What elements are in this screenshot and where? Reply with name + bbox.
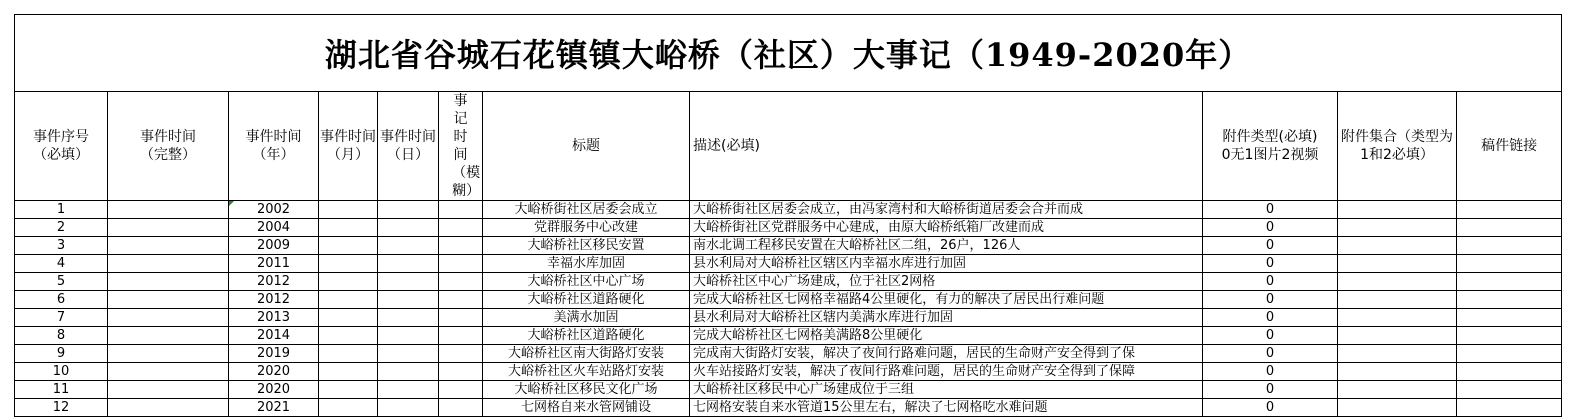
cell-desc[interactable]: 大峪桥街社区党群服务中心建成，由原大峪桥纸箱厂改建而成 [690, 219, 1203, 237]
events-table [14, 14, 1562, 417]
cell-seq[interactable]: 6 [15, 291, 108, 309]
cell-time-full[interactable] [108, 201, 229, 219]
cell-seq[interactable]: 2 [15, 219, 108, 237]
cell-seq[interactable]: 9 [15, 345, 108, 363]
table-row [15, 399, 1562, 417]
cell-desc[interactable]: 完成大峪桥社区七网格幸福路4公里硬化，有力的解决了居民出行难问题 [690, 291, 1203, 309]
cell-attach-type[interactable]: 0 [1203, 291, 1338, 309]
cell-desc[interactable]: 完成南大街路灯安装，解决了夜间行路难问题，居民的生命财产安全得到了保 [690, 345, 1203, 363]
table-row [15, 291, 1562, 309]
cell-attach-type[interactable]: 0 [1203, 309, 1338, 327]
table-row [15, 363, 1562, 381]
header-row [15, 92, 1562, 201]
cell-attach-set[interactable] [1338, 273, 1457, 291]
cell-attach-type[interactable]: 0 [1203, 381, 1338, 399]
table-row [15, 273, 1562, 291]
spreadsheet [14, 14, 1561, 417]
cell-link[interactable] [1457, 201, 1562, 219]
cell-seq[interactable]: 5 [15, 273, 108, 291]
cell-day[interactable] [378, 273, 439, 291]
sheet-title[interactable]: 湖北省谷城石花镇镇大峪桥（社区）大事记（1949-2020年） [15, 15, 1562, 92]
cell-fuzzy[interactable] [439, 201, 483, 219]
cell-fuzzy[interactable] [439, 327, 483, 345]
cell-year[interactable]: 2009 [229, 237, 319, 255]
cell-attach-type[interactable]: 0 [1203, 399, 1338, 417]
cell-time-full[interactable] [108, 237, 229, 255]
cell-year[interactable]: 2020 [229, 381, 319, 399]
cell-month[interactable] [319, 291, 378, 309]
cell-year[interactable]: 2012 [229, 273, 319, 291]
cell-year[interactable]: 2014 [229, 327, 319, 345]
table-body [15, 201, 1562, 417]
cell-month[interactable] [319, 381, 378, 399]
cell-link[interactable] [1457, 345, 1562, 363]
header-title[interactable]: 标题 [483, 92, 690, 201]
cell-attach-type[interactable]: 0 [1203, 201, 1338, 219]
cell-attach-set[interactable] [1338, 345, 1457, 363]
table-row [15, 309, 1562, 327]
cell-seq[interactable]: 4 [15, 255, 108, 273]
header-month[interactable]: 事件时间 （月） [319, 92, 378, 201]
header-attach-set[interactable]: 附件集合（类型为1和2必填） [1338, 92, 1457, 201]
cell-link[interactable] [1457, 363, 1562, 381]
cell-day[interactable] [378, 345, 439, 363]
cell-attach-type[interactable]: 0 [1203, 273, 1338, 291]
cell-title[interactable]: 党群服务中心改建 [483, 219, 690, 237]
cell-attach-set[interactable] [1338, 381, 1457, 399]
cell-fuzzy[interactable] [439, 345, 483, 363]
table-row [15, 201, 1562, 219]
cell-attach-set[interactable] [1338, 201, 1457, 219]
cell-link[interactable] [1457, 291, 1562, 309]
cell-attach-set[interactable] [1338, 219, 1457, 237]
table-row [15, 255, 1562, 273]
cell-day[interactable] [378, 327, 439, 345]
cell-fuzzy[interactable] [439, 309, 483, 327]
cell-title[interactable]: 大峪桥社区中心广场 [483, 273, 690, 291]
cell-time-full[interactable] [108, 327, 229, 345]
cell-fuzzy[interactable] [439, 273, 483, 291]
cell-seq[interactable]: 3 [15, 237, 108, 255]
cell-year[interactable]: 2011 [229, 255, 319, 273]
cell-time-full[interactable] [108, 363, 229, 381]
cell-fuzzy[interactable] [439, 255, 483, 273]
cell-fuzzy[interactable] [439, 399, 483, 417]
table-row [15, 381, 1562, 399]
cell-desc[interactable]: 大峪桥街社区居委会成立，由冯家湾村和大峪桥街道居委会合并而成 [690, 201, 1203, 219]
cell-desc[interactable]: 大峪桥社区中心广场建成，位于社区2网格 [690, 273, 1203, 291]
cell-attach-set[interactable] [1338, 309, 1457, 327]
cell-month[interactable] [319, 345, 378, 363]
cell-title[interactable]: 大峪桥社区移民文化广场 [483, 381, 690, 399]
cell-year[interactable]: 2002 [229, 201, 319, 219]
cell-title[interactable]: 大峪桥社区道路硬化 [483, 291, 690, 309]
cell-attach-type[interactable]: 0 [1203, 255, 1338, 273]
cell-attach-set[interactable] [1338, 291, 1457, 309]
cell-day[interactable] [378, 363, 439, 381]
table-row [15, 237, 1562, 255]
cell-year[interactable]: 2013 [229, 309, 319, 327]
cell-seq[interactable]: 1 [15, 201, 108, 219]
cell-seq[interactable]: 7 [15, 309, 108, 327]
header-year[interactable]: 事件时间 （年） [229, 92, 319, 201]
cell-title[interactable]: 大峪桥社区南大街路灯安装 [483, 345, 690, 363]
cell-month[interactable] [319, 399, 378, 417]
cell-time-full[interactable] [108, 399, 229, 417]
cell-time-full[interactable] [108, 219, 229, 237]
cell-fuzzy[interactable] [439, 363, 483, 381]
cell-day[interactable] [378, 309, 439, 327]
cell-desc[interactable]: 七网格安装自来水管道15公里左右，解决了七网格吃水难问题 [690, 399, 1203, 417]
cell-fuzzy[interactable] [439, 219, 483, 237]
cell-attach-set[interactable] [1338, 363, 1457, 381]
cell-fuzzy[interactable] [439, 381, 483, 399]
cell-month[interactable] [319, 237, 378, 255]
cell-attach-set[interactable] [1338, 327, 1457, 345]
cell-time-full[interactable] [108, 381, 229, 399]
cell-seq[interactable]: 8 [15, 327, 108, 345]
cell-attach-type[interactable]: 0 [1203, 345, 1338, 363]
cell-year[interactable]: 2021 [229, 399, 319, 417]
cell-fuzzy[interactable] [439, 291, 483, 309]
table-row [15, 345, 1562, 363]
cell-link[interactable] [1457, 273, 1562, 291]
cell-day[interactable] [378, 219, 439, 237]
cell-day[interactable] [378, 399, 439, 417]
cell-attach-type[interactable]: 0 [1203, 363, 1338, 381]
cell-link[interactable] [1457, 255, 1562, 273]
cell-attach-set[interactable] [1338, 255, 1457, 273]
header-seq[interactable]: 事件序号 （必填） [15, 92, 108, 201]
cell-day[interactable] [378, 291, 439, 309]
cell-desc[interactable]: 县水利局对大峪桥社区辖区内幸福水库进行加固 [690, 255, 1203, 273]
cell-time-full[interactable] [108, 273, 229, 291]
header-fuzzy[interactable]: 事记时间（模糊） [439, 92, 483, 201]
cell-year[interactable]: 2019 [229, 345, 319, 363]
cell-title[interactable]: 大峪桥社区道路硬化 [483, 327, 690, 345]
cell-time-full[interactable] [108, 309, 229, 327]
cell-link[interactable] [1457, 219, 1562, 237]
cell-title[interactable]: 大峪桥社区火车站路灯安装 [483, 363, 690, 381]
cell-attach-type[interactable]: 0 [1203, 237, 1338, 255]
cell-link[interactable] [1457, 399, 1562, 417]
cell-day[interactable] [378, 201, 439, 219]
cell-day[interactable] [378, 237, 439, 255]
cell-time-full[interactable] [108, 291, 229, 309]
cell-year[interactable]: 2004 [229, 219, 319, 237]
cell-title[interactable]: 美满水加固 [483, 309, 690, 327]
cell-year[interactable]: 2020 [229, 363, 319, 381]
cell-time-full[interactable] [108, 255, 229, 273]
header-day[interactable]: 事件时间 （日） [378, 92, 439, 201]
cell-link[interactable] [1457, 381, 1562, 399]
cell-attach-set[interactable] [1338, 399, 1457, 417]
header-desc[interactable]: 描述(必填) [690, 92, 1203, 201]
cell-attach-type[interactable]: 0 [1203, 219, 1338, 237]
cell-month[interactable] [319, 273, 378, 291]
header-attach-type[interactable]: 附件类型(必填) 0无1图片2视频 [1203, 92, 1338, 201]
header-time-full[interactable]: 事件时间 （完整） [108, 92, 229, 201]
cell-attach-type[interactable]: 0 [1203, 327, 1338, 345]
cell-title[interactable]: 大峪桥社区移民安置 [483, 237, 690, 255]
cell-title[interactable]: 大峪桥街社区居委会成立 [483, 201, 690, 219]
cell-month[interactable] [319, 363, 378, 381]
cell-day[interactable] [378, 381, 439, 399]
cell-attach-set[interactable] [1338, 237, 1457, 255]
cell-fuzzy[interactable] [439, 237, 483, 255]
cell-month[interactable] [319, 327, 378, 345]
cell-seq[interactable]: 10 [15, 363, 108, 381]
cell-link[interactable] [1457, 327, 1562, 345]
cell-time-full[interactable] [108, 345, 229, 363]
cell-link[interactable] [1457, 237, 1562, 255]
cell-title[interactable]: 幸福水库加固 [483, 255, 690, 273]
cell-month[interactable] [319, 219, 378, 237]
cell-desc[interactable]: 县水利局对大峪桥社区辖内美满水库进行加固 [690, 309, 1203, 327]
table-row [15, 327, 1562, 345]
cell-desc[interactable]: 火车站接路灯安装，解决了夜间行路难问题，居民的生命财产安全得到了保障 [690, 363, 1203, 381]
cell-desc[interactable]: 南水北调工程移民安置在大峪桥社区二组，26户，126人 [690, 237, 1203, 255]
cell-month[interactable] [319, 309, 378, 327]
cell-seq[interactable]: 12 [15, 399, 108, 417]
cell-month[interactable] [319, 201, 378, 219]
cell-day[interactable] [378, 255, 439, 273]
cell-seq[interactable]: 11 [15, 381, 108, 399]
cell-desc[interactable]: 大峪桥社区移民中心广场建成位于三组 [690, 381, 1203, 399]
cell-year[interactable]: 2012 [229, 291, 319, 309]
header-link[interactable]: 稿件链接 [1457, 92, 1562, 201]
cell-month[interactable] [319, 255, 378, 273]
cell-title[interactable]: 七网格自来水管网铺设 [483, 399, 690, 417]
cell-desc[interactable]: 完成大峪桥社区七网格美满路8公里硬化 [690, 327, 1203, 345]
cell-link[interactable] [1457, 309, 1562, 327]
table-row [15, 219, 1562, 237]
